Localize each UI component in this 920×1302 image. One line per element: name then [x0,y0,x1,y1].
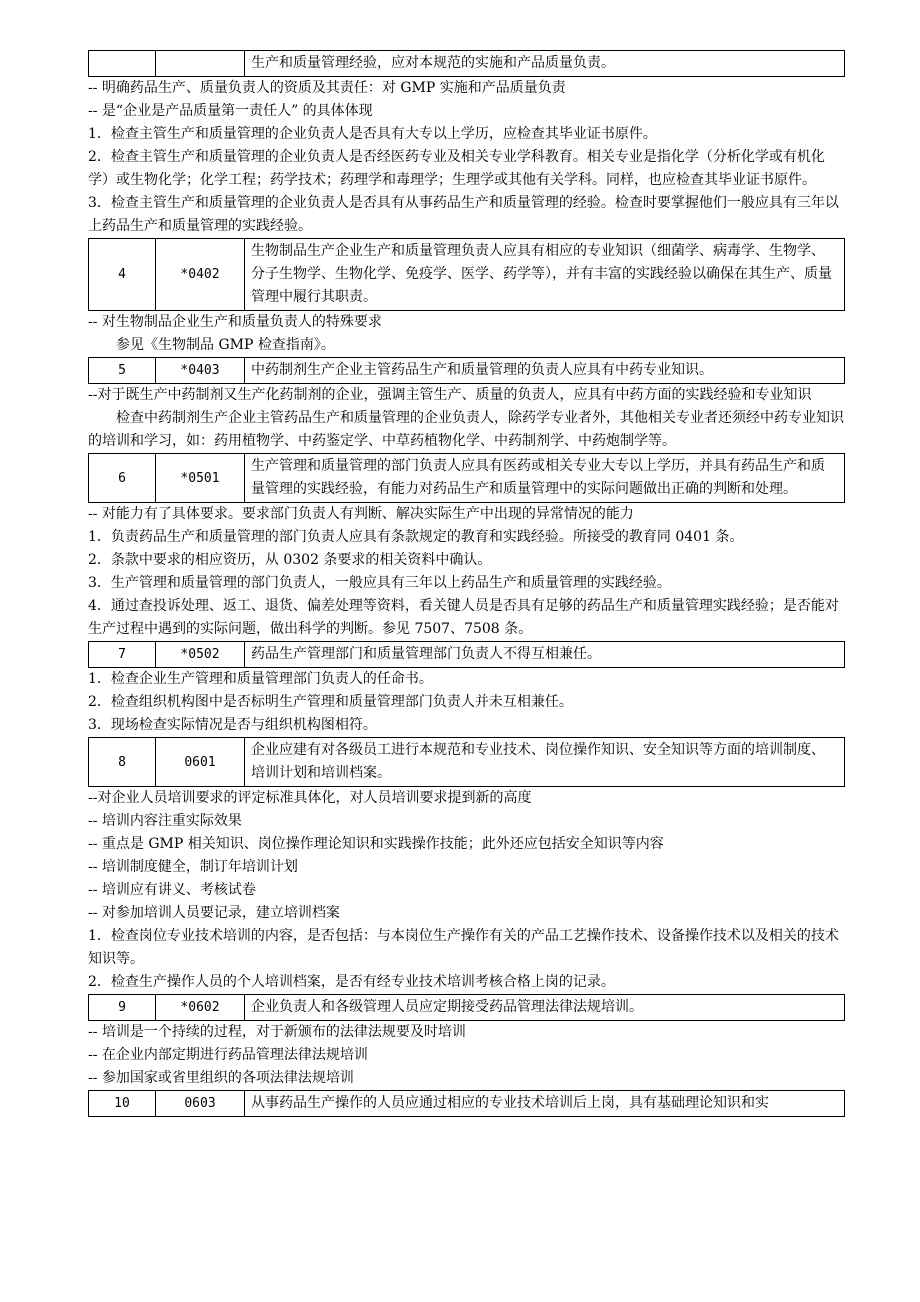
body-paragraph: -- 对能力有了具体要求。要求部门负责人有判断、解决实际生产中出现的异常情况的能力 [88,506,634,522]
body-paragraph: -- 培训内容注重实际效果 [88,813,242,829]
body-paragraph: -- 培训制度健全，制订年培训计划 [88,859,298,875]
body-paragraph: 3．生产管理和质量管理的部门负责人，一般应具有三年以上药品生产和质量管理的实践经验。 [88,575,671,591]
clause-text: 生物制品生产企业生产和质量管理负责人应具有相应的专业知识（细菌学、病毒学、生物学、分子生物学、生物化学、免疫学、医学、药学等），并有丰富的实践经验以确保在其生产、质量管理中履行其职责。 [251,243,832,305]
clause-table-row [88,994,845,1021]
clause-table-row [88,453,845,503]
body-paragraph: -- 是“企业是产品质量第一责任人” 的具体体现 [88,103,373,119]
body-paragraph: 3．现场检查实际情况是否与组织机构图相符。 [88,717,377,733]
clause-text: 从事药品生产操作的人员应通过相应的专业技术培训后上岗，具有基础理论知识和实 [251,1095,769,1111]
clause-code: *0403 [156,358,245,383]
body-paragraph: 2．条款中要求的相应资历，从 0302 条要求的相关资料中确认。 [88,552,492,568]
clause-table-row [88,50,845,77]
clause-number: 10 [89,1091,156,1116]
body-paragraph: 1．负责药品生产和质量管理的部门负责人应具有条款规定的教育和实践经验。所接受的教育同 0401 条。 [88,529,744,545]
clause-number [89,51,156,76]
body-paragraph: -- 在企业内部定期进行药品管理法律法规培训 [88,1047,368,1063]
body-paragraph: -- 参加国家或省里组织的各项法律法规培训 [88,1070,354,1086]
body-paragraph: 1．检查企业生产管理和质量管理部门负责人的任命书。 [88,671,433,687]
body-paragraph: 2．检查组织机构图中是否标明生产管理和质量管理部门负责人并未互相兼任。 [88,694,573,710]
clause-number: 9 [89,995,156,1020]
clause-table-row [88,238,845,311]
body-paragraph: 2．检查生产操作人员的个人培训档案，是否有经专业技术培训考核合格上岗的记录。 [88,974,615,990]
body-paragraph: 1．检查岗位专业技术培训的内容，是否包括：与本岗位生产操作有关的产品工艺操作技术、设备操作技术以及相关的技术知识等。 [88,928,839,967]
clause-number: 4 [89,239,156,310]
clause-number: 7 [89,642,156,667]
body-paragraph: 1．检查主管生产和质量管理的企业负责人是否具有大专以上学历，应检查其毕业证书原件。 [88,126,657,142]
body-paragraph: 4．通过查投诉处理、返工、退货、偏差处理等资料，看关键人员是否具有足够的药品生产和质量管理实践经验；是否能对生产过程中遇到的实际问题，做出科学的判断。参见 7507、7508 条。 [88,598,839,637]
document-page [88,50,848,1117]
clause-table-row [88,1090,845,1117]
body-paragraph: -- 对参加培训人员要记录，建立培训档案 [88,905,340,921]
body-paragraph: -- 培训应有讲义、考核试卷 [88,882,256,898]
body-paragraph: 2．检查主管生产和质量管理的企业负责人是否经医药专业及相关专业学科教育。相关专业是指化学（分析化学或有机化学）或生物化学；化学工程；药学技术；药理学和毒理学；生理学或其他有关学科。同样，也应检查其毕业证书原件。 [88,149,825,188]
body-paragraph: -- 培训是一个持续的过程，对于新颁布的法律法规要及时培训 [88,1024,466,1040]
body-paragraph: 参见《生物制品 GMP 检查指南》。 [116,337,335,353]
clause-text: 生产和质量管理经验，应对本规范的实施和产品质量负责。 [251,55,615,71]
body-paragraph: --对企业人员培训要求的评定标准具体化，对人员培训要求提到新的高度 [88,790,532,806]
clause-code: *0501 [156,454,245,502]
body-paragraph: -- 明确药品生产、质量负责人的资质及其责任：对 GMP 实施和产品质量负责 [88,80,566,96]
body-paragraph: -- 重点是 GMP 相关知识、岗位操作理论知识和实践操作技能；此外还应包括安全知识等内容 [88,836,664,852]
clause-text: 生产管理和质量管理的部门负责人应具有医药或相关专业大专以上学历，并具有药品生产和质量管理的实践经验，有能力对药品生产和质量管理中的实际问题做出正确的判断和处理。 [251,458,825,497]
clause-code: 0603 [156,1091,245,1116]
clause-code [156,51,245,76]
clause-code: *0402 [156,239,245,310]
clause-number: 6 [89,454,156,502]
clause-table-row [88,737,845,787]
clause-code: *0602 [156,995,245,1020]
clause-number: 8 [89,738,156,786]
clause-table-row [88,641,845,668]
clause-text: 药品生产管理部门和质量管理部门负责人不得互相兼任。 [251,646,601,662]
clause-number: 5 [89,358,156,383]
clause-code: *0502 [156,642,245,667]
clause-text: 企业应建有对各级员工进行本规范和专业技术、岗位操作知识、安全知识等方面的培训制度、培训计划和培训档案。 [251,742,825,781]
body-paragraph: 检查中药制剂生产企业主管药品生产和质量管理的企业负责人，除药学专业者外，其他相关专业者还须经中药专业知识的培训和学习，如：药用植物学、中药鉴定学、中草药植物化学、中药制剂学、中药炮制学等。 [88,410,844,449]
body-paragraph: -- 对生物制品企业生产和质量负责人的特殊要求 [88,314,382,330]
body-paragraph: --对于既生产中药制剂又生产化药制剂的企业，强调主管生产、质量的负责人，应具有中药方面的实践经验和专业知识 [88,387,812,403]
clause-text: 中药制剂生产企业主管药品生产和质量管理的负责人应具有中药专业知识。 [251,362,713,378]
clause-text: 企业负责人和各级管理人员应定期接受药品管理法律法规培训。 [251,999,643,1015]
clause-table-row [88,357,845,384]
body-paragraph: 3．检查主管生产和质量管理的企业负责人是否具有从事药品生产和质量管理的经验。检查时要掌握他们一般应具有三年以上药品生产和质量管理的实践经验。 [88,195,839,234]
clause-code: 0601 [156,738,245,786]
